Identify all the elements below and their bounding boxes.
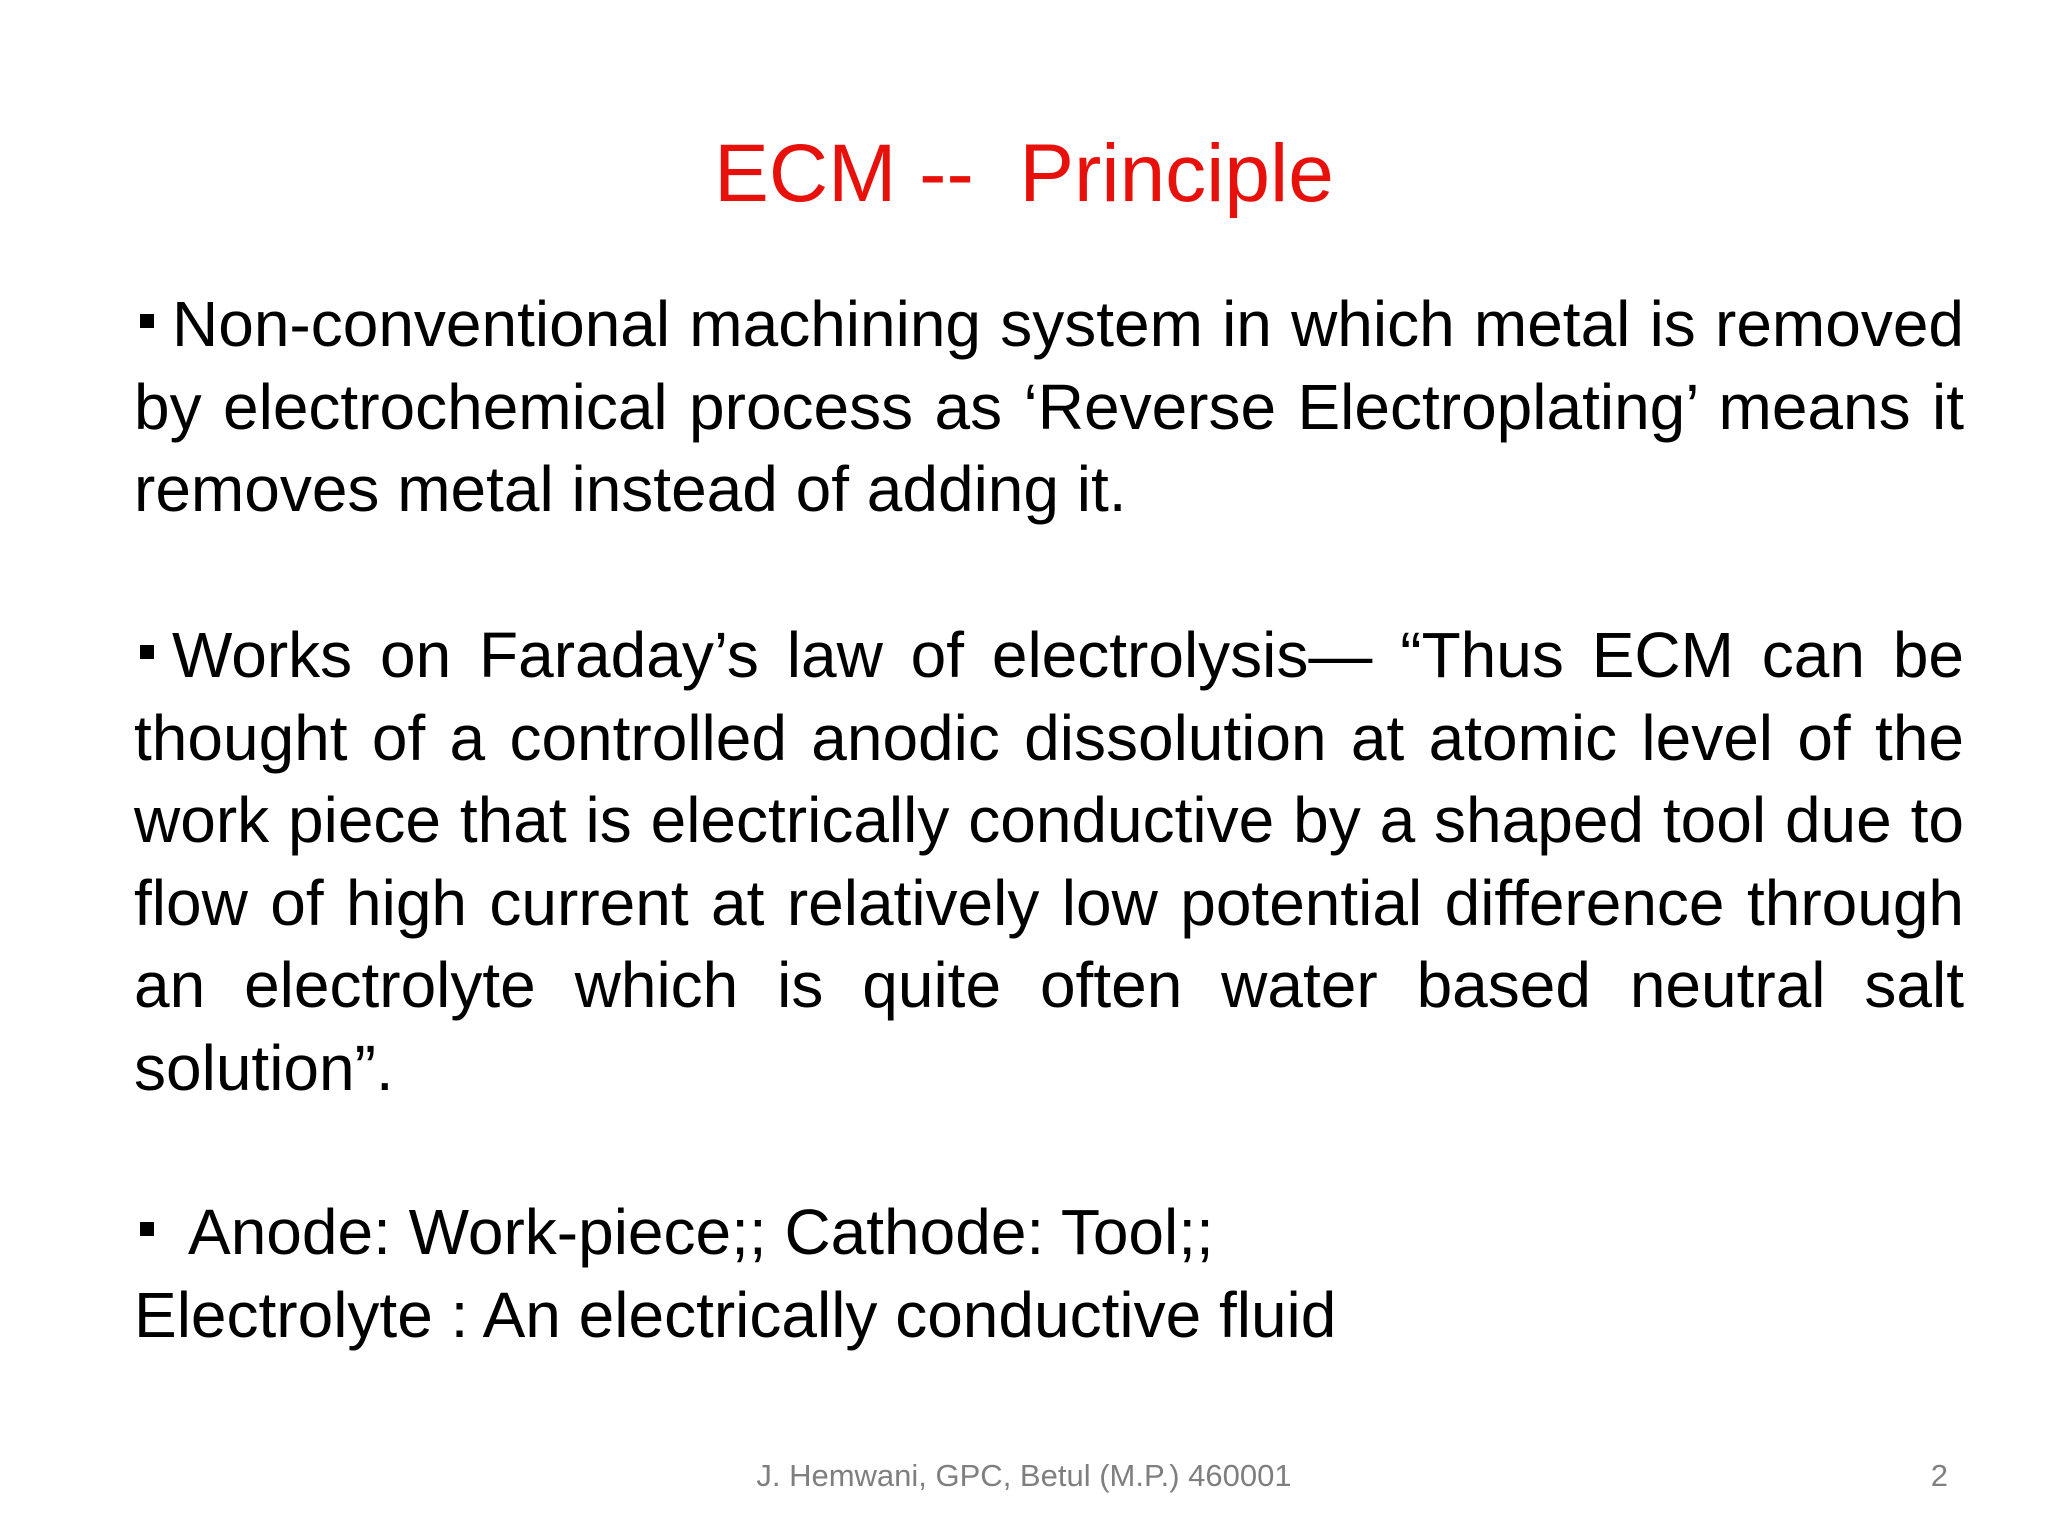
bullet-item-1 xyxy=(134,283,1964,531)
bullet-item-3 xyxy=(134,1191,1964,1356)
bullet-text-2: Works on Faraday’s law of electrolysis— “Thus ECM can be thought of a controlled anodic dissolution at atomic level of the work piece that is electrically conductive by a shaped tool due to flow of high current at relatively low potential difference through an electrolyte which is quite often water based neutral salt solution”. xyxy=(134,619,1964,1104)
slide-footer: J. Hemwani, GPC, Betul (M.P.) 460001 xyxy=(756,1458,1292,1493)
square-bullet-icon xyxy=(140,1222,154,1236)
bullet-item-2 xyxy=(134,614,1964,1109)
bullet-text-3-line-1: Anode: Work-piece;; Cathode: Tool;; xyxy=(188,1196,1214,1268)
slide-title: ECM -- Principle xyxy=(714,128,1334,219)
square-bullet-icon xyxy=(140,645,154,659)
bullet-text-1: Non-conventional machining system in which metal is removed by electrochemical process as ‘Reverse Electroplating’ means it removes metal instead of adding it. xyxy=(134,288,1964,525)
page-number: 2 xyxy=(1930,1458,1948,1493)
square-bullet-icon xyxy=(140,314,154,328)
bullet-text-3-line-2: Electrolyte : An electrically conductive fluid xyxy=(134,1278,1337,1351)
